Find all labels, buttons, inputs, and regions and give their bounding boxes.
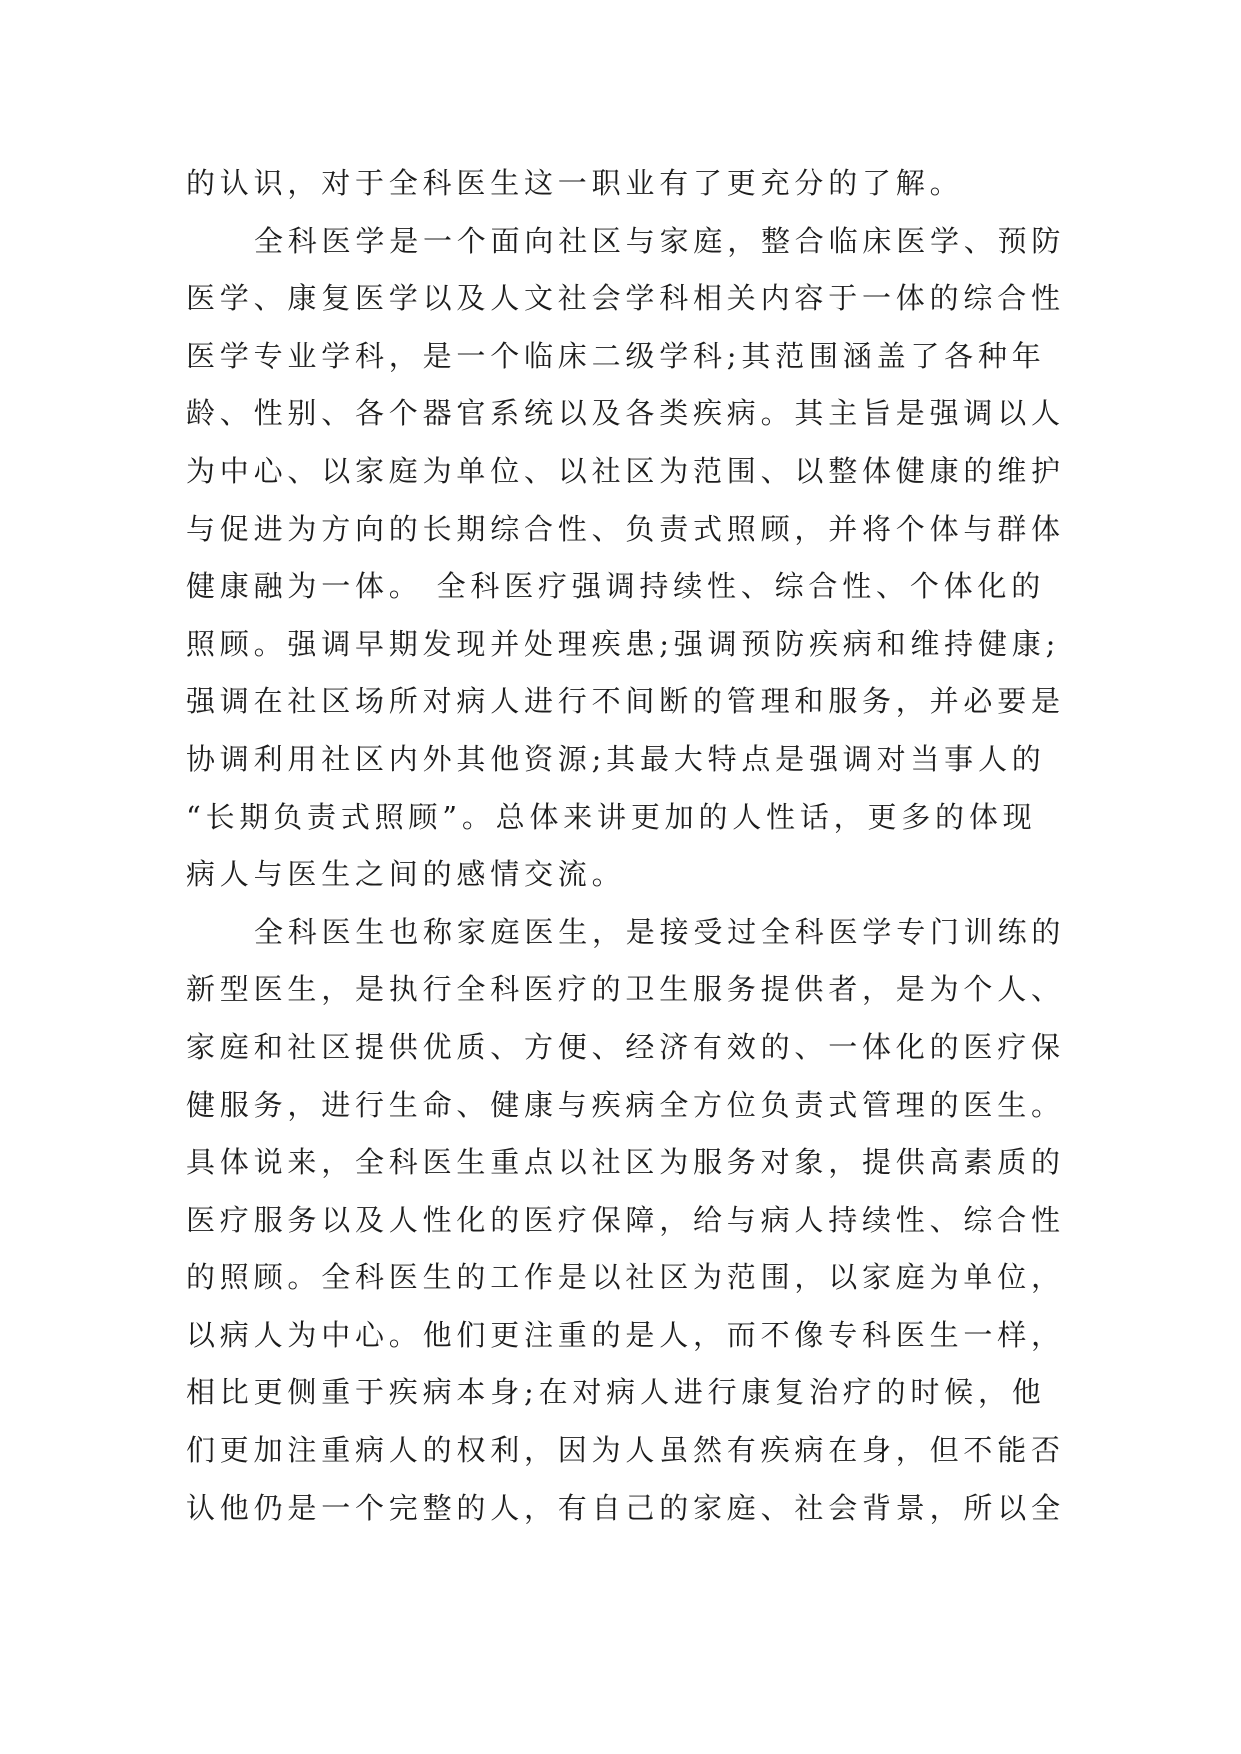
text-line: 龄、性别、各个器官系统以及各类疾病。其主旨是强调以人	[186, 396, 1065, 431]
text-line: 的认识，对于全科医生这一职业有了更充分的了解。	[186, 166, 964, 200]
text-line: 医疗服务以及人性化的医疗保障，给与病人持续性、综合性	[186, 1202, 1065, 1237]
text-line: 与促进为方向的长期综合性、负责式照顾，并将个体与群体	[186, 511, 1065, 546]
text-line: 医学、康复医学以及人文社会学科相关内容于一体的综合性	[186, 281, 1065, 316]
text-line: “长期负责式照顾”。总体来讲更加的人性话，更多的体现	[186, 799, 1037, 834]
text-line: 相比更侧重于疾病本身;在对病人进行康复治疗的时候，他	[186, 1375, 1046, 1410]
text-line: 以病人为中心。他们更注重的是人，而不像专科医生一样，	[186, 1317, 1065, 1352]
text-line: 强调在社区场所对病人进行不间断的管理和服务，并必要是	[186, 684, 1065, 719]
text-line: 们更加注重病人的权利，因为人虽然有疾病在身，但不能否	[186, 1433, 1065, 1468]
body-text	[186, 155, 1066, 1537]
text-line: 家庭和社区提供优质、方便、经济有效的、一体化的医疗保	[186, 1029, 1065, 1064]
text-line: 病人与医生之间的感情交流。	[186, 857, 626, 892]
paragraph-first-line: 全科医学是一个面向社区与家庭，整合临床医学、预防	[254, 223, 1066, 258]
text-line: 协调利用社区内外其他资源;其最大特点是强调对当事人的	[186, 741, 1046, 776]
text-line: 具体说来，全科医生重点以社区为服务对象，提供高素质的	[186, 1145, 1065, 1180]
text-line: 照顾。强调早期发现并处理疾患;强调预防疾病和维持健康;	[186, 626, 1061, 661]
text-line: 新型医生，是执行全科医疗的卫生服务提供者，是为个人、	[186, 972, 1065, 1007]
text-line: 认他仍是一个完整的人，有自己的家庭、社会背景，所以全	[186, 1490, 1065, 1525]
text-line: 为中心、以家庭为单位、以社区为范围、以整体健康的维护	[186, 453, 1065, 488]
paragraph-first-line: 全科医生也称家庭医生，是接受过全科医学专门训练的	[254, 914, 1066, 949]
text-line: 医学专业学科，是一个临床二级学科;其范围涵盖了各种年	[186, 338, 1046, 373]
text-line: 的照顾。全科医生的工作是以社区为范围，以家庭为单位，	[186, 1260, 1065, 1295]
text-line: 健服务，进行生命、健康与疾病全方位负责式管理的医生。	[186, 1087, 1065, 1122]
text-line: 健康融为一体。 全科医疗强调持续性、综合性、个体化的	[186, 569, 1046, 604]
